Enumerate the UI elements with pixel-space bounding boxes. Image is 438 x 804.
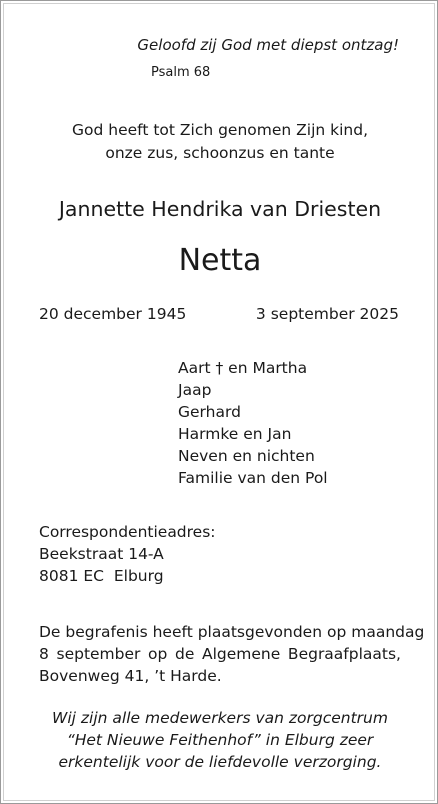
relatives-list <box>178 357 328 489</box>
funeral-line: De begrafenis heeft plaatsgevonden op maandag <box>39 623 425 641</box>
birth-date: 20 december 1945 <box>39 305 187 323</box>
relative-item: Harmke en Jan <box>178 425 292 443</box>
address-city: 8081 EC Elburg <box>39 567 164 585</box>
correspondence-address <box>39 521 216 587</box>
relative-item: Jaap <box>178 381 212 399</box>
thanks-line: Wij zijn alle medewerkers van zorgcentrum <box>52 709 388 727</box>
deceased-nickname: Netta <box>178 243 262 278</box>
relative-item: Gerhard <box>178 403 241 421</box>
relative-item: Aart † en Martha <box>178 359 308 377</box>
relative-item: Neven en nichten <box>178 447 315 465</box>
intro-line: onze zus, schoonzus en tante <box>105 144 335 162</box>
intro-text <box>1 119 438 165</box>
death-date: 3 september 2025 <box>255 305 399 323</box>
address-street: Beekstraat 14-A <box>39 545 164 563</box>
thanks-text <box>1 707 438 773</box>
deceased-full-name: Jannette Hendrika van Driesten <box>58 197 382 221</box>
thanks-line: erkentelijk voor de liefdevolle verzorging. <box>58 753 382 771</box>
address-label: Correspondentieadres: <box>39 523 216 541</box>
intro-line: God heeft tot Zich genomen Zijn kind, <box>71 121 369 139</box>
relative-item: Familie van den Pol <box>178 469 328 487</box>
funeral-line: Bovenweg 41, ’t Harde. <box>39 667 222 685</box>
motto-text: Geloofd zij God met diepst ontzag! <box>137 36 399 54</box>
funeral-line: 8 september op de Algemene Begraafplaats, <box>39 645 401 663</box>
psalm-reference: Psalm 68 <box>151 65 211 80</box>
funeral-notice <box>39 621 425 687</box>
thanks-line: “Het Nieuwe Feithenhof” in Elburg zeer <box>66 731 374 749</box>
